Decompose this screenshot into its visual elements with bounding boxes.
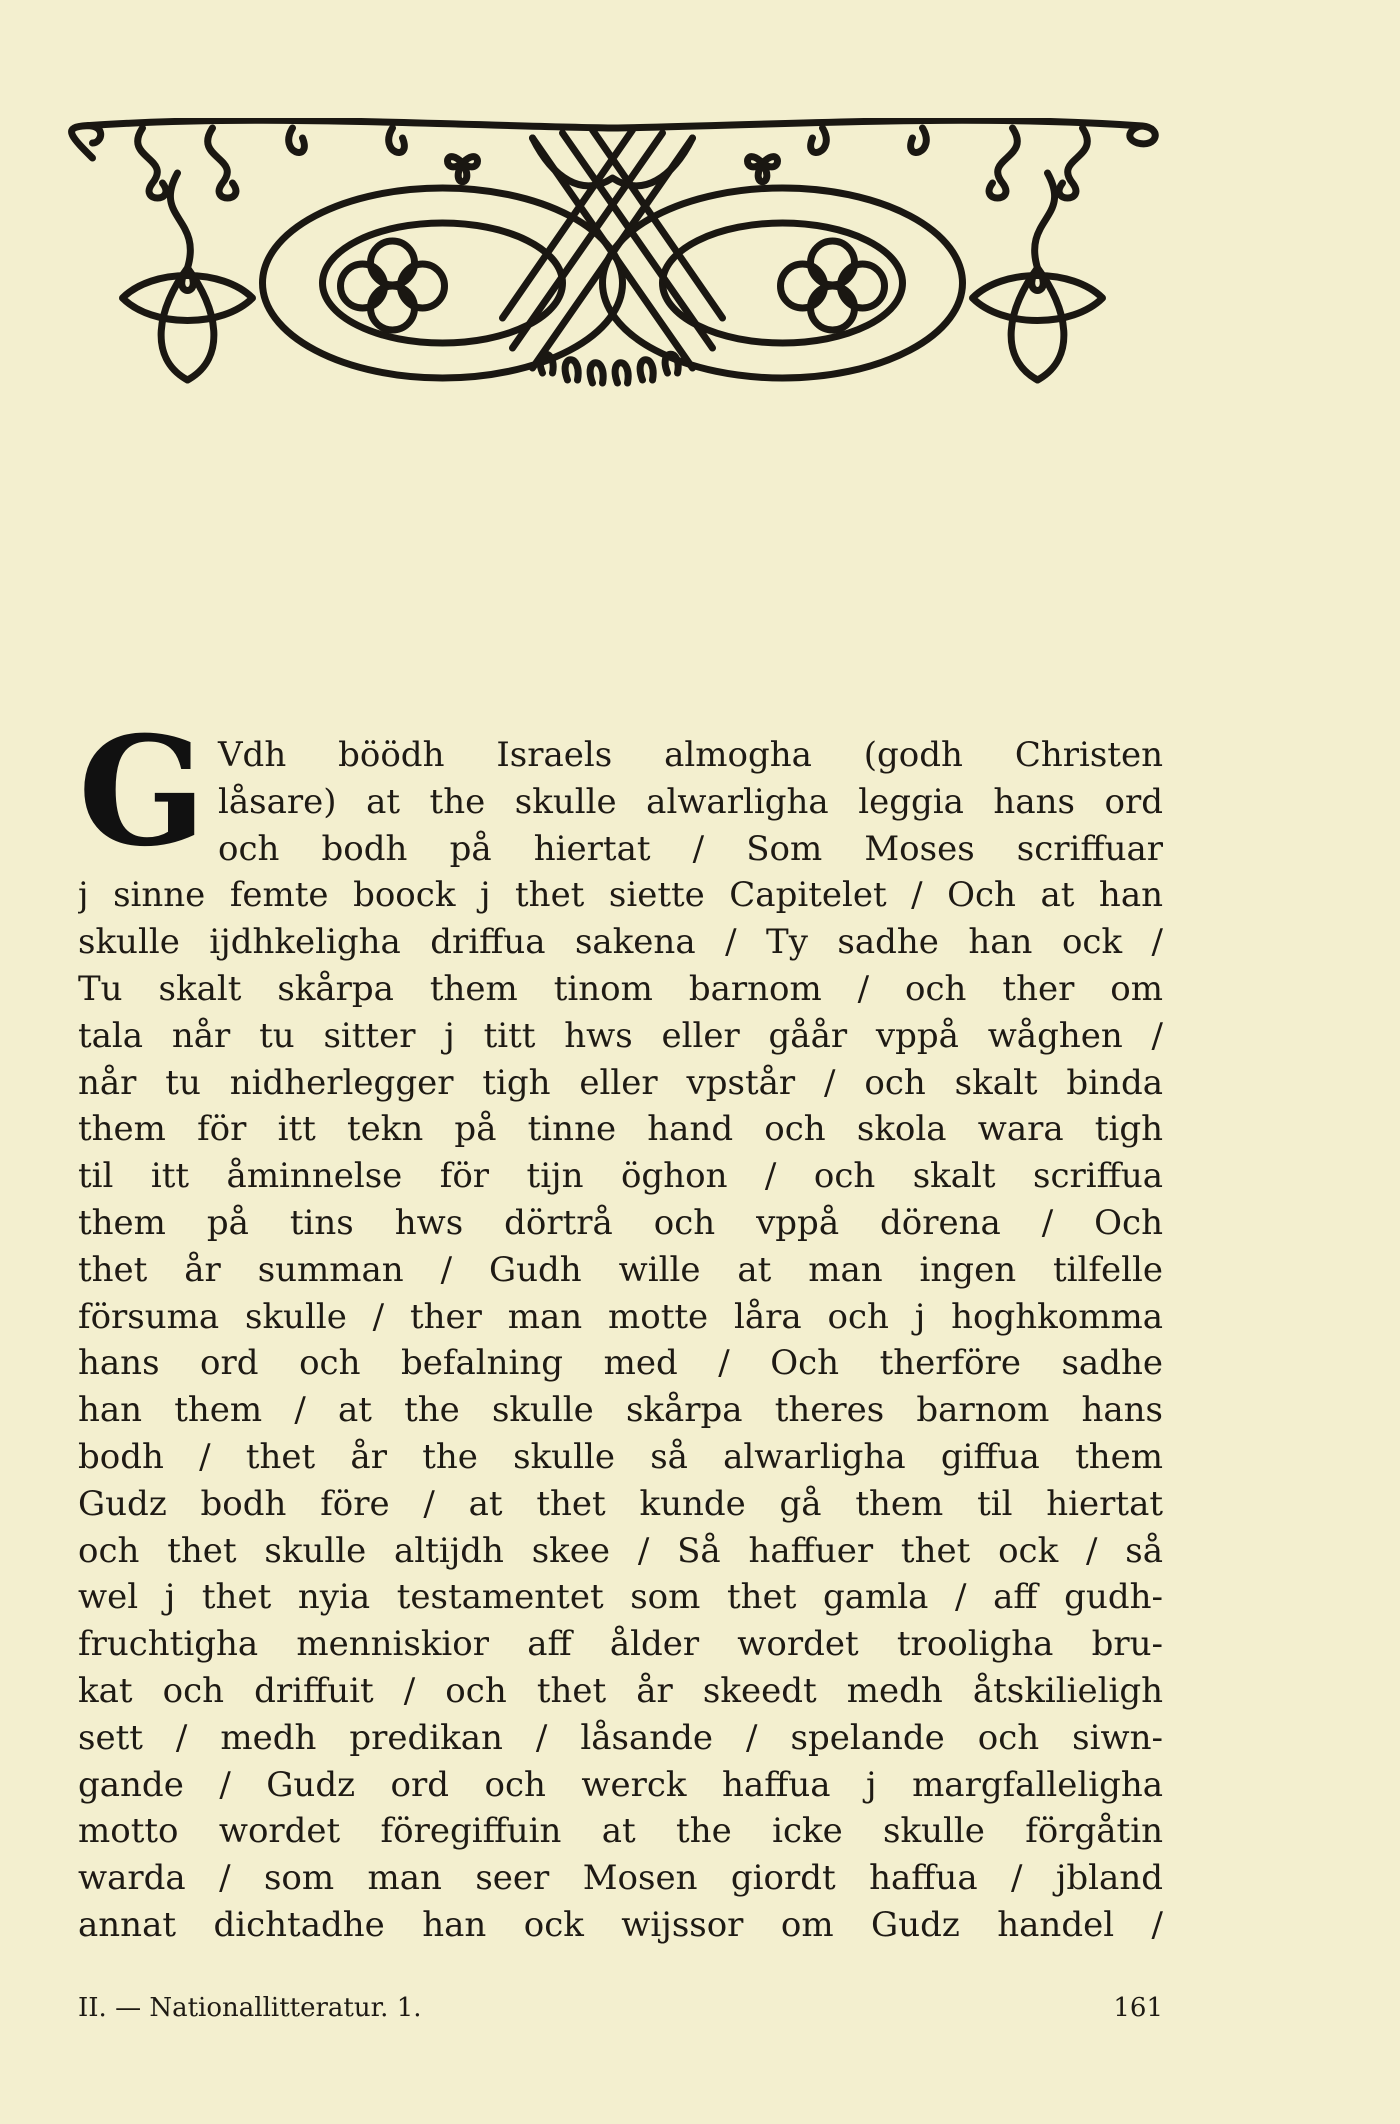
text-line: annat dichtadhe han ock wijssor om Gudz handel / xyxy=(78,1904,1163,1945)
text-line: hans ord och befalning med / Och therföre sadhe xyxy=(78,1343,1163,1384)
main-text-block xyxy=(78,704,1163,1949)
text-line: fruchtigha menniskior aff ålder wordet trooligha bru- xyxy=(78,1624,1163,1665)
text-line: thet år summan / Gudh wille at man ingen tilfelle xyxy=(78,1249,1163,1290)
text-line: han them / at the skulle skårpa theres barnom hans xyxy=(78,1390,1163,1431)
text-line: gande / Gudz ord och werck haffua j margfalleligha xyxy=(78,1764,1163,1805)
text-line: Gudz bodh före / at thet kunde gå them til hiertat xyxy=(78,1483,1163,1524)
text-line: försuma skulle / ther man motte låra och j hoghkomma xyxy=(78,1296,1163,1337)
drop-cap-initial: G xyxy=(78,704,207,880)
text-line: skulle ijdhkeligha driffua sakena / Ty sadhe han ock / xyxy=(78,922,1163,963)
text-line: Tu skalt skårpa them tinom barnom / och ther om xyxy=(78,968,1163,1009)
text-line: motto wordet föregiffuin at the icke skulle förgåtin xyxy=(78,1811,1163,1852)
decorative-headpiece-ornament xyxy=(60,118,1165,388)
page-number: 161 xyxy=(1113,1993,1163,2023)
text-line: wel j thet nyia testamentet som thet gamla / aff gudh- xyxy=(78,1577,1163,1618)
text-line: och thet skulle altijdh skee / Så haffuer thet ock / så xyxy=(78,1530,1163,1571)
page-footer xyxy=(78,1988,1163,2028)
text-line: til itt åminnelse för tijn öghon / och skalt scriffua xyxy=(78,1156,1163,1197)
text-line: når tu nidherlegger tigh eller vpstår / och skalt binda xyxy=(78,1062,1163,1103)
text-line: them på tins hws dörtrå och vppå dörena / Och xyxy=(78,1202,1163,1243)
text-line: sett / medh predikan / låsande / spelande och siwn- xyxy=(78,1717,1163,1758)
text-line: kat och driffuit / och thet år skeedt medh åtskilieligh xyxy=(78,1670,1163,1711)
text-line: låsare) at the skulle alwarligha leggia hans ord xyxy=(218,781,1163,822)
text-line: Vdh böödh Israels almogha (godh Christen xyxy=(218,735,1163,775)
text-line: them för itt tekn på tinne hand och skola wara tigh xyxy=(78,1109,1163,1150)
text-line: och bodh på hiertat / Som Moses scriffuar xyxy=(218,828,1163,869)
text-line: j sinne femte boock j thet siette Capitelet / Och at han xyxy=(78,875,1163,916)
text-line: tala når tu sitter j titt hws eller gåår vppå wåghen / xyxy=(78,1015,1163,1056)
text-line: bodh / thet år the skulle så alwarligha giffua them xyxy=(78,1436,1163,1477)
text-line: warda / som man seer Mosen giordt haffua / jbland xyxy=(78,1858,1163,1899)
signature-mark: II. — Nationallitteratur. 1. xyxy=(78,1993,422,2023)
